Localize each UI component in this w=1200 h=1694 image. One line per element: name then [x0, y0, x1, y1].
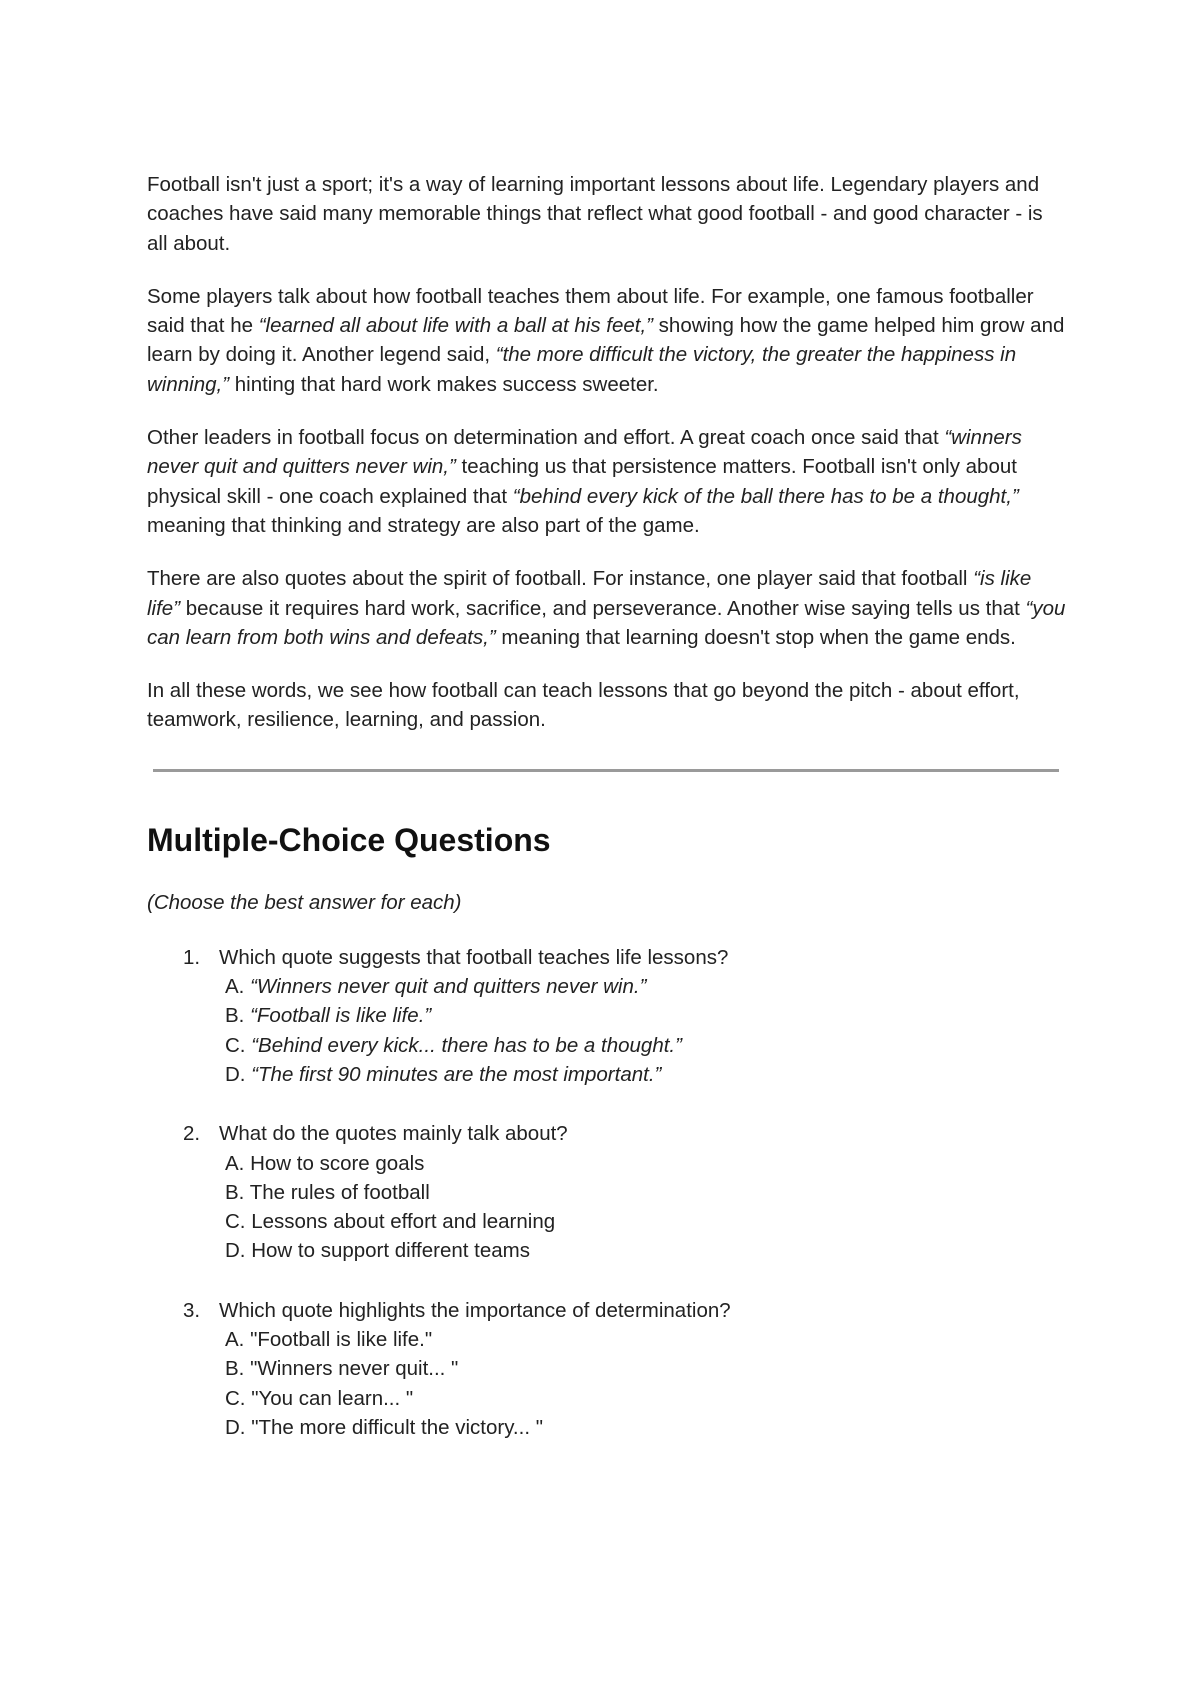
question-list: [147, 943, 1067, 1442]
option-text: The rules of football: [249, 1180, 430, 1204]
option-text: “Winners never quit and quitters never win.”: [250, 975, 647, 999]
question-text: Which quote suggests that football teaches life lessons?: [219, 945, 729, 969]
paragraph-text: meaning that thinking and strategy are also part of the game.: [147, 513, 700, 537]
passage-paragraph: [147, 564, 1067, 652]
option-text: “Football is like life.”: [250, 1004, 432, 1028]
quote-text: “is like life”: [147, 567, 1032, 620]
passage-paragraph: [147, 282, 1067, 399]
answer-options: [147, 972, 1067, 1089]
quote-text: “the more difficult the victory, the greater the happiness in winning,”: [147, 343, 1017, 396]
question-prompt: [147, 1119, 1067, 1148]
question-number: 3.: [183, 1298, 201, 1322]
option-text: "You can learn... ": [251, 1386, 414, 1410]
option-letter: D.: [225, 1062, 252, 1086]
question-text: What do the quotes mainly talk about?: [219, 1122, 568, 1146]
option-letter: C.: [225, 1210, 252, 1234]
option-text: “The first 90 minutes are the most important.”: [251, 1062, 662, 1086]
instructions-text: (Choose the best answer for each): [147, 890, 462, 914]
paragraph-text: teaching us that persistence matters. Football isn't only about physical skill - one coach explained that: [147, 455, 1017, 508]
paragraph-text: because it requires hard work, sacrifice, and perseverance. Another wise saying tells us that: [180, 596, 1026, 620]
option-letter: B.: [225, 1004, 251, 1028]
paragraph-text: Football isn't just a sport; it's a way of learning important lessons about life. Legendary players and coaches have said many memorable things that reflect what good football - and good character - is all about.: [147, 173, 1043, 255]
document-page: [147, 170, 1067, 1472]
question-item: [147, 1296, 1067, 1442]
horizontal-divider: [153, 769, 1059, 772]
option-text: How to score goals: [250, 1151, 425, 1175]
passage-paragraph: [147, 423, 1067, 540]
option-letter: A.: [225, 1151, 251, 1175]
option-letter: A.: [225, 1328, 251, 1352]
reading-passage: [147, 170, 1067, 735]
passage-paragraph: [147, 170, 1067, 258]
option-letter: B.: [225, 1180, 250, 1204]
paragraph-text: There are also quotes about the spirit of football. For instance, one player said that football: [147, 567, 974, 591]
paragraph-text: showing how the game helped him grow and learn by doing it. Another legend said,: [147, 314, 1065, 367]
option-letter: D.: [225, 1415, 252, 1439]
option-text: "Winners never quit... ": [250, 1357, 459, 1381]
option-text: How to support different teams: [251, 1239, 530, 1263]
answer-option[interactable]: [225, 1325, 1067, 1354]
paragraph-text: Some players talk about how football teaches them about life. For example, one famous footballer said that he: [147, 284, 1034, 338]
question-item: [147, 1119, 1067, 1265]
passage-paragraph: [147, 676, 1067, 735]
quote-text: “behind every kick of the ball there has to be a thought,”: [512, 484, 1019, 508]
quote-text: “winners never quit and quitters never win,”: [147, 426, 1022, 479]
paragraph-text: Other leaders in football focus on determination and effort. A great coach once said that: [147, 426, 945, 450]
answer-option[interactable]: [225, 1207, 1067, 1236]
option-letter: A.: [225, 975, 251, 999]
answer-option[interactable]: [225, 1001, 1067, 1030]
paragraph-text: meaning that learning doesn't stop when the game ends.: [495, 625, 1016, 649]
option-letter: C.: [225, 1386, 252, 1410]
question-number: 2.: [183, 1122, 201, 1146]
question-number: 1.: [183, 945, 201, 969]
answer-option[interactable]: [225, 1031, 1067, 1060]
answer-option[interactable]: [225, 1354, 1067, 1383]
question-item: [147, 943, 1067, 1089]
answer-option[interactable]: [225, 972, 1067, 1001]
section-heading: Multiple-Choice Questions: [147, 821, 551, 858]
answer-option[interactable]: [225, 1060, 1067, 1089]
option-letter: B.: [225, 1357, 251, 1381]
answer-options: [147, 1325, 1067, 1442]
answer-options: [147, 1149, 1067, 1266]
option-text: "The more difficult the victory... ": [251, 1415, 543, 1439]
option-text: “Behind every kick... there has to be a thought.”: [251, 1033, 682, 1057]
answer-option[interactable]: [225, 1178, 1067, 1207]
question-text: Which quote highlights the importance of determination?: [219, 1298, 731, 1322]
paragraph-text: In all these words, we see how football can teach lessons that go beyond the pitch - about effort, teamwork, resilience, learning, and passion.: [147, 679, 1020, 732]
answer-option[interactable]: [225, 1413, 1067, 1442]
answer-option[interactable]: [225, 1384, 1067, 1413]
option-text: "Football is like life.": [250, 1328, 433, 1352]
quote-text: “learned all about life with a ball at his feet,”: [258, 314, 653, 338]
question-prompt: [147, 1296, 1067, 1325]
option-text: Lessons about effort and learning: [251, 1210, 556, 1234]
quote-text: “you can learn from both wins and defeats,”: [147, 596, 1066, 649]
question-prompt: [147, 943, 1067, 972]
paragraph-text: hinting that hard work makes success sweeter.: [229, 372, 659, 396]
answer-option[interactable]: [225, 1236, 1067, 1265]
option-letter: C.: [225, 1033, 252, 1057]
answer-option[interactable]: [225, 1149, 1067, 1178]
option-letter: D.: [225, 1239, 252, 1263]
